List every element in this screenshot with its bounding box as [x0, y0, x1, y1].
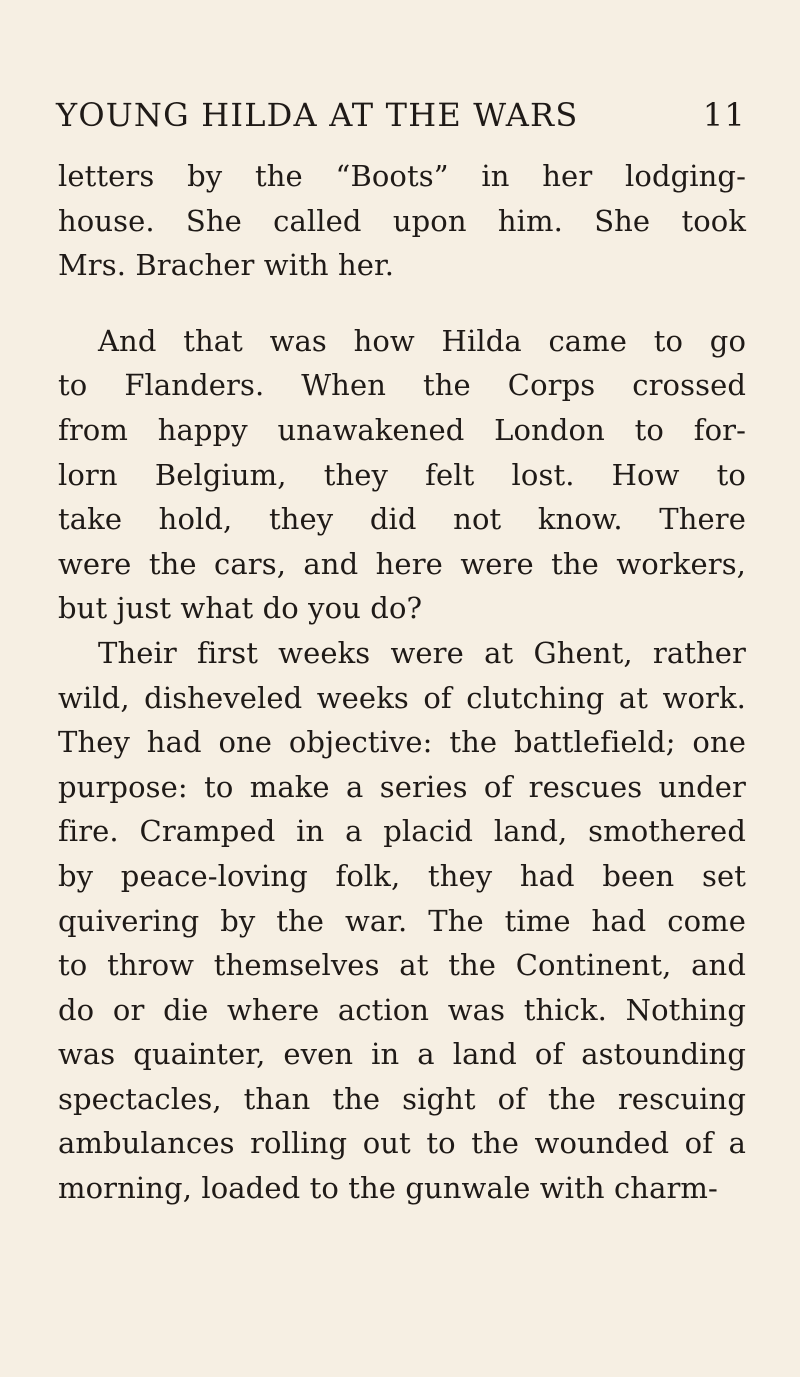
- text-line: from happy unawakened London to for-: [58, 412, 746, 447]
- body-text: [58, 154, 746, 1211]
- text-line: to throw themselves at the Continent, and: [58, 948, 746, 983]
- text-line: letters by the “Boots” in her lodging-: [58, 159, 746, 193]
- text-line: morning, loaded to the gunwale with charm-: [58, 1171, 718, 1206]
- text-line: lorn Belgium, they felt lost. How to: [58, 457, 746, 492]
- paragraph-3: [58, 631, 746, 1211]
- text-line: to Flanders. When the Corps crossed: [58, 368, 746, 403]
- chapter-title: YOUNG HILDA AT THE WARS: [56, 96, 579, 134]
- text-line: Their first weeks were at Ghent, rather: [98, 635, 746, 670]
- text-line: were the cars, and here were the workers,: [58, 546, 746, 581]
- text-line: spectacles, than the sight of the rescuing: [58, 1081, 746, 1116]
- text-line: but just what do you do?: [58, 591, 423, 626]
- paragraph-gap: [58, 288, 746, 319]
- text-line: Mrs. Bracher with her.: [58, 248, 395, 283]
- text-line: fire. Cramped in a placid land, smothered: [58, 814, 746, 849]
- text-line: quivering by the war. The time had come: [58, 903, 746, 938]
- text-line: purpose: to make a series of rescues under: [58, 769, 746, 804]
- text-line: by peace-loving folk, they had been set: [58, 858, 746, 893]
- text-line: take hold, they did not know. There: [58, 502, 746, 537]
- running-head: [56, 92, 746, 138]
- text-line: ambulances rolling out to the wounded of a: [58, 1126, 746, 1161]
- paragraph-2: [58, 319, 746, 631]
- text-line: house. She called upon him. She took: [58, 203, 746, 238]
- paragraph-1: [58, 154, 746, 288]
- text-line: wild, disheveled weeks of clutching at work.: [58, 680, 746, 715]
- text-line: They had one objective: the battlefield; one: [58, 725, 746, 760]
- text-line: was quainter, even in a land of astounding: [58, 1037, 746, 1072]
- text-line: do or die where action was thick. Nothing: [58, 992, 746, 1027]
- text-line: And that was how Hilda came to go: [98, 323, 746, 358]
- page-number: 11: [702, 96, 746, 134]
